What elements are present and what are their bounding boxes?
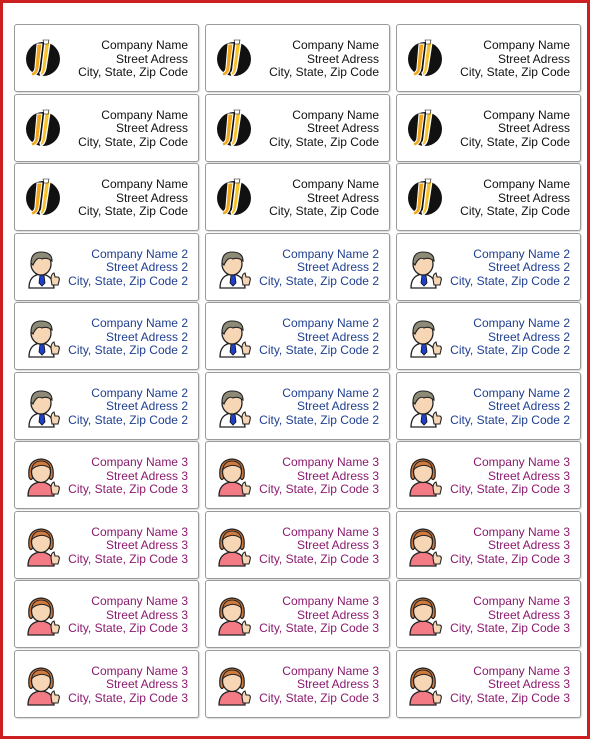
- man-with-tie-thumbs-up-icon: [405, 386, 445, 428]
- company-name: Company Name 3: [473, 663, 570, 678]
- company-name: Company Name 2: [91, 316, 188, 330]
- woman-thumbs-up-icon: [23, 664, 63, 706]
- address-label: [205, 441, 390, 509]
- man-with-tie-thumbs-up-icon: [214, 316, 254, 358]
- city-state-zip: City, State, Zip Code 3: [450, 690, 570, 705]
- street-address: Street Adress 2: [105, 399, 188, 414]
- city-state-zip: City, State, Zip Code 2: [259, 273, 379, 288]
- street-address: Street Adress 3: [296, 677, 379, 692]
- stylized-j-logo-icon: [405, 177, 445, 219]
- address-block: [259, 665, 379, 706]
- address-block: [68, 317, 188, 358]
- man-with-tie-thumbs-up-icon: [405, 247, 445, 289]
- city-state-zip: City, State, Zip Code 2: [450, 412, 570, 427]
- stylized-j-logo-icon: [214, 177, 254, 219]
- street-address: Street Adress: [115, 51, 188, 66]
- street-address: Street Adress 2: [105, 260, 188, 275]
- address-label: [205, 24, 390, 92]
- city-state-zip: City, State, Zip Code 2: [259, 412, 379, 427]
- address-block: [259, 526, 379, 567]
- street-address: Street Adress 2: [105, 329, 188, 344]
- company-name: Company Name 3: [91, 455, 188, 469]
- company-name: Company Name 3: [473, 524, 570, 539]
- company-name: Company Name 2: [91, 385, 188, 400]
- address-block: [450, 317, 570, 358]
- address-label: [205, 233, 390, 301]
- address-block: [450, 665, 570, 706]
- company-name: Company Name: [101, 107, 188, 122]
- company-name: Company Name: [292, 107, 379, 122]
- woman-thumbs-up-icon: [23, 525, 63, 567]
- street-address: Street Adress: [115, 121, 188, 136]
- street-address: Street Adress 3: [487, 607, 570, 622]
- address-label: [14, 580, 199, 648]
- address-block: [269, 109, 379, 150]
- address-block: [259, 317, 379, 358]
- address-block: [68, 526, 188, 567]
- address-label: [396, 650, 581, 718]
- company-name: Company Name 2: [473, 316, 570, 330]
- man-with-tie-thumbs-up-icon: [214, 386, 254, 428]
- city-state-zip: City, State, Zip Code 3: [68, 551, 188, 566]
- address-label: [205, 94, 390, 162]
- street-address: Street Adress: [306, 121, 379, 136]
- woman-thumbs-up-icon: [214, 594, 254, 636]
- address-label: [205, 511, 390, 579]
- woman-thumbs-up-icon: [405, 664, 445, 706]
- stylized-j-logo-icon: [214, 38, 254, 80]
- address-block: [450, 248, 570, 289]
- address-block: [450, 456, 570, 497]
- city-state-zip: City, State, Zip Code 3: [259, 551, 379, 566]
- street-address: Street Adress 3: [487, 538, 570, 553]
- city-state-zip: City, State, Zip Code 3: [68, 482, 188, 497]
- street-address: Street Adress: [115, 190, 188, 205]
- company-name: Company Name 2: [282, 316, 379, 330]
- city-state-zip: City, State, Zip Code: [269, 134, 379, 149]
- street-address: Street Adress 2: [296, 260, 379, 275]
- address-block: [450, 595, 570, 636]
- city-state-zip: City, State, Zip Code: [460, 65, 570, 80]
- address-block: [68, 595, 188, 636]
- street-address: Street Adress: [306, 190, 379, 205]
- address-label: [205, 163, 390, 231]
- address-block: [68, 456, 188, 497]
- address-block: [460, 178, 570, 219]
- stylized-j-logo-icon: [405, 38, 445, 80]
- company-name: Company Name 3: [91, 524, 188, 539]
- city-state-zip: City, State, Zip Code 3: [259, 621, 379, 636]
- address-label: [396, 302, 581, 370]
- stylized-j-logo-icon: [405, 108, 445, 150]
- address-label: [14, 372, 199, 440]
- company-name: Company Name 2: [282, 385, 379, 400]
- man-with-tie-thumbs-up-icon: [214, 247, 254, 289]
- address-block: [78, 109, 188, 150]
- company-name: Company Name: [101, 38, 188, 52]
- woman-thumbs-up-icon: [405, 594, 445, 636]
- street-address: Street Adress 3: [296, 538, 379, 553]
- company-name: Company Name 2: [91, 246, 188, 261]
- company-name: Company Name 3: [473, 455, 570, 469]
- company-name: Company Name 2: [282, 246, 379, 261]
- city-state-zip: City, State, Zip Code 3: [450, 482, 570, 497]
- street-address: Street Adress 2: [487, 399, 570, 414]
- city-state-zip: City, State, Zip Code: [78, 134, 188, 149]
- woman-thumbs-up-icon: [405, 525, 445, 567]
- address-label: [14, 163, 199, 231]
- stylized-j-logo-icon: [214, 108, 254, 150]
- stylized-j-logo-icon: [23, 38, 63, 80]
- company-name: Company Name: [101, 177, 188, 191]
- address-block: [78, 39, 188, 80]
- address-block: [460, 109, 570, 150]
- street-address: Street Adress: [497, 190, 570, 205]
- woman-thumbs-up-icon: [214, 664, 254, 706]
- company-name: Company Name: [292, 38, 379, 52]
- city-state-zip: City, State, Zip Code: [78, 65, 188, 80]
- address-label: [14, 441, 199, 509]
- company-name: Company Name 3: [282, 663, 379, 678]
- street-address: Street Adress: [497, 121, 570, 136]
- address-block: [269, 178, 379, 219]
- address-block: [78, 178, 188, 219]
- company-name: Company Name: [483, 38, 570, 52]
- address-label: [396, 511, 581, 579]
- woman-thumbs-up-icon: [405, 455, 445, 497]
- street-address: Street Adress: [497, 51, 570, 66]
- street-address: Street Adress 2: [487, 329, 570, 344]
- city-state-zip: City, State, Zip Code 2: [68, 273, 188, 288]
- address-block: [460, 39, 570, 80]
- address-label: [205, 372, 390, 440]
- address-label: [205, 650, 390, 718]
- street-address: Street Adress 3: [105, 538, 188, 553]
- city-state-zip: City, State, Zip Code 3: [450, 551, 570, 566]
- company-name: Company Name 3: [91, 594, 188, 608]
- street-address: Street Adress 3: [296, 468, 379, 483]
- address-block: [259, 248, 379, 289]
- address-label: [396, 233, 581, 301]
- city-state-zip: City, State, Zip Code: [460, 134, 570, 149]
- woman-thumbs-up-icon: [23, 594, 63, 636]
- city-state-zip: City, State, Zip Code 2: [68, 343, 188, 358]
- company-name: Company Name: [483, 107, 570, 122]
- street-address: Street Adress 3: [487, 468, 570, 483]
- company-name: Company Name 3: [282, 455, 379, 469]
- street-address: Street Adress: [306, 51, 379, 66]
- address-label: [396, 24, 581, 92]
- address-label: [14, 511, 199, 579]
- city-state-zip: City, State, Zip Code 2: [450, 273, 570, 288]
- city-state-zip: City, State, Zip Code 2: [450, 343, 570, 358]
- address-label: [396, 441, 581, 509]
- address-label: [14, 650, 199, 718]
- city-state-zip: City, State, Zip Code: [269, 204, 379, 219]
- address-block: [259, 456, 379, 497]
- city-state-zip: City, State, Zip Code 2: [68, 412, 188, 427]
- city-state-zip: City, State, Zip Code 3: [259, 690, 379, 705]
- company-name: Company Name 3: [473, 594, 570, 608]
- address-label: [396, 94, 581, 162]
- company-name: Company Name 2: [473, 246, 570, 261]
- label-grid: [14, 24, 581, 718]
- address-label: [14, 302, 199, 370]
- street-address: Street Adress 3: [105, 468, 188, 483]
- street-address: Street Adress 2: [487, 260, 570, 275]
- address-label: [205, 302, 390, 370]
- address-block: [269, 39, 379, 80]
- address-label: [396, 372, 581, 440]
- address-block: [450, 387, 570, 428]
- company-name: Company Name 3: [282, 524, 379, 539]
- woman-thumbs-up-icon: [23, 455, 63, 497]
- city-state-zip: City, State, Zip Code: [78, 204, 188, 219]
- city-state-zip: City, State, Zip Code 3: [68, 621, 188, 636]
- woman-thumbs-up-icon: [214, 455, 254, 497]
- stylized-j-logo-icon: [23, 177, 63, 219]
- company-name: Company Name 3: [282, 594, 379, 608]
- street-address: Street Adress 3: [296, 607, 379, 622]
- address-label: [396, 163, 581, 231]
- street-address: Street Adress 3: [487, 677, 570, 692]
- man-with-tie-thumbs-up-icon: [405, 316, 445, 358]
- city-state-zip: City, State, Zip Code: [460, 204, 570, 219]
- street-address: Street Adress 3: [105, 607, 188, 622]
- street-address: Street Adress 3: [105, 677, 188, 692]
- company-name: Company Name 3: [91, 663, 188, 678]
- company-name: Company Name: [292, 177, 379, 191]
- address-label: [14, 94, 199, 162]
- address-block: [68, 665, 188, 706]
- woman-thumbs-up-icon: [214, 525, 254, 567]
- address-label: [396, 580, 581, 648]
- city-state-zip: City, State, Zip Code 3: [450, 621, 570, 636]
- address-block: [68, 248, 188, 289]
- address-label: [205, 580, 390, 648]
- city-state-zip: City, State, Zip Code 2: [259, 343, 379, 358]
- address-label: [14, 24, 199, 92]
- city-state-zip: City, State, Zip Code 3: [68, 690, 188, 705]
- man-with-tie-thumbs-up-icon: [23, 316, 63, 358]
- company-name: Company Name: [483, 177, 570, 191]
- address-block: [68, 387, 188, 428]
- man-with-tie-thumbs-up-icon: [23, 386, 63, 428]
- address-block: [259, 595, 379, 636]
- address-label: [14, 233, 199, 301]
- address-block: [450, 526, 570, 567]
- street-address: Street Adress 2: [296, 399, 379, 414]
- address-block: [259, 387, 379, 428]
- city-state-zip: City, State, Zip Code: [269, 65, 379, 80]
- street-address: Street Adress 2: [296, 329, 379, 344]
- stylized-j-logo-icon: [23, 108, 63, 150]
- man-with-tie-thumbs-up-icon: [23, 247, 63, 289]
- company-name: Company Name 2: [473, 385, 570, 400]
- city-state-zip: City, State, Zip Code 3: [259, 482, 379, 497]
